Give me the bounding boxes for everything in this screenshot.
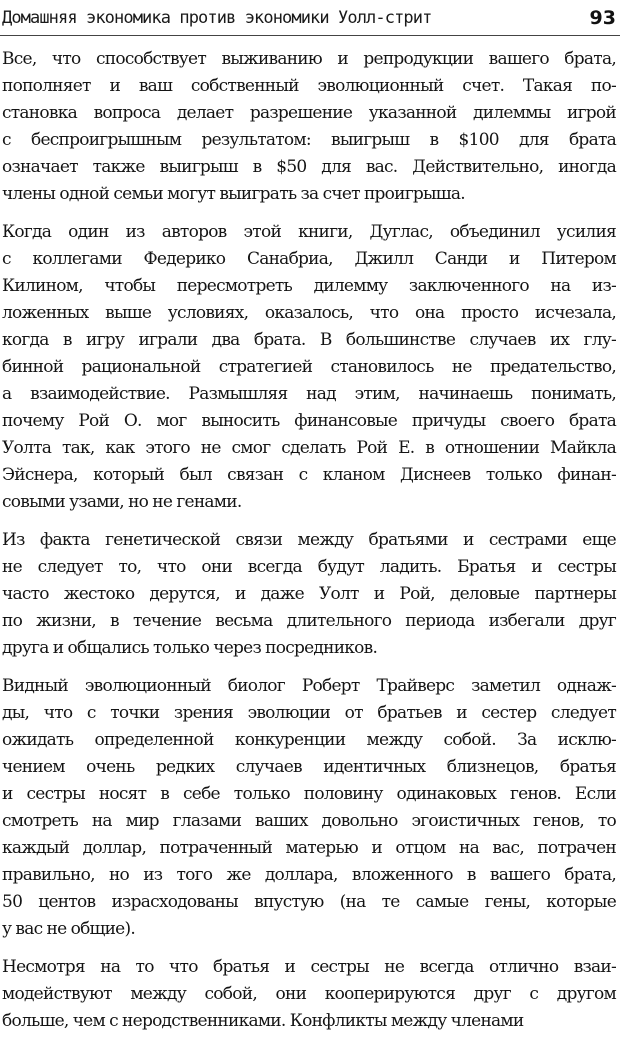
paragraph xyxy=(2,527,616,662)
text-line: члены одной семьи могут выиграть за счет проигрыша. xyxy=(2,184,465,204)
text-line: и сестры носят в себе только половину одинаковых генов. Если xyxy=(2,784,616,804)
paragraph xyxy=(2,954,616,1035)
body-text xyxy=(2,46,616,1046)
text-line: Несмотря на то что братья и сестры не всегда отлично взаи- xyxy=(2,957,616,977)
text-line: ожидать определенной конкуренции между собой. За исклю- xyxy=(2,730,616,750)
text-line: больше, чем с неродственниками. Конфликты между членами xyxy=(2,1011,524,1031)
text-line: 50 центов израсходованы впустую (на те самые гены, которые xyxy=(2,892,616,912)
text-line: Когда один из авторов этой книги, Дуглас, объединил усилия xyxy=(2,222,616,242)
text-line: Килином, чтобы пересмотреть дилемму заключенного на из- xyxy=(2,276,616,296)
text-line: по жизни, в течение весьма длительного периода избегали друг xyxy=(2,611,616,631)
text-line: Эйснера, который был связан с кланом Диснеев только финан- xyxy=(2,465,616,485)
page-number: 93 xyxy=(589,7,616,29)
paragraph xyxy=(2,673,616,943)
text-line: ложенных выше условиях, оказалось, что она просто исчезала, xyxy=(2,303,616,323)
text-line: означает также выигрыш в $50 для вас. Действительно, иногда xyxy=(2,157,616,177)
text-line: а взаимодействие. Размышляя над этим, начинаешь понимать, xyxy=(2,384,616,404)
running-head-title: Домашняя экономика против экономики Уолл-стрит xyxy=(2,8,432,28)
text-line: совыми узами, но не генами. xyxy=(2,492,242,512)
text-line: модействуют между собой, они кооперируются друг с другом xyxy=(2,984,616,1004)
text-line: когда в игру играли два брата. В большинстве случаев их глу- xyxy=(2,330,616,350)
text-line: с беспроигрышным результатом: выигрыш в $100 для брата xyxy=(2,130,616,150)
text-line: часто жестоко дерутся, и даже Уолт и Рой, деловые партнеры xyxy=(2,584,616,604)
text-line: бинной рациональной стратегией становилось не предательство, xyxy=(2,357,616,377)
paragraph xyxy=(2,219,616,516)
text-line: почему Рой О. мог выносить финансовые причуды своего брата xyxy=(2,411,616,431)
text-line: чением очень редких случаев идентичных близнецов, братья xyxy=(2,757,616,777)
running-head xyxy=(2,4,616,32)
text-line: ды, что с точки зрения эволюции от братьев и сестер следует xyxy=(2,703,616,723)
text-line: пополняет и ваш собственный эволюционный счет. Такая по- xyxy=(2,76,616,96)
paragraph xyxy=(2,46,616,208)
text-line: друга и общались только через посредников. xyxy=(2,638,378,658)
text-line: Видный эволюционный биолог Роберт Трайверс заметил однаж- xyxy=(2,676,616,696)
text-line: правильно, но из того же доллара, вложенного в вашего брата, xyxy=(2,865,616,885)
text-line: Уолта так, как этого не смог сделать Рой Е. в отношении Майкла xyxy=(2,438,616,458)
text-line: Все, что способствует выживанию и репродукции вашего брата, xyxy=(2,49,616,69)
text-line: становка вопроса делает разрешение указанной дилеммы игрой xyxy=(2,103,616,123)
text-line: у вас не общие). xyxy=(2,919,136,939)
text-line: не следует то, что они всегда будут ладить. Братья и сестры xyxy=(2,557,616,577)
text-line: каждый доллар, потраченный матерью и отцом на вас, потрачен xyxy=(2,838,616,858)
header-rule xyxy=(0,35,620,36)
text-line: с коллегами Федерико Санабриа, Джилл Санди и Питером xyxy=(2,249,616,269)
text-line: смотреть на мир глазами ваших довольно эгоистичных генов, то xyxy=(2,811,616,831)
text-line: Из факта генетической связи между братьями и сестрами еще xyxy=(2,530,616,550)
